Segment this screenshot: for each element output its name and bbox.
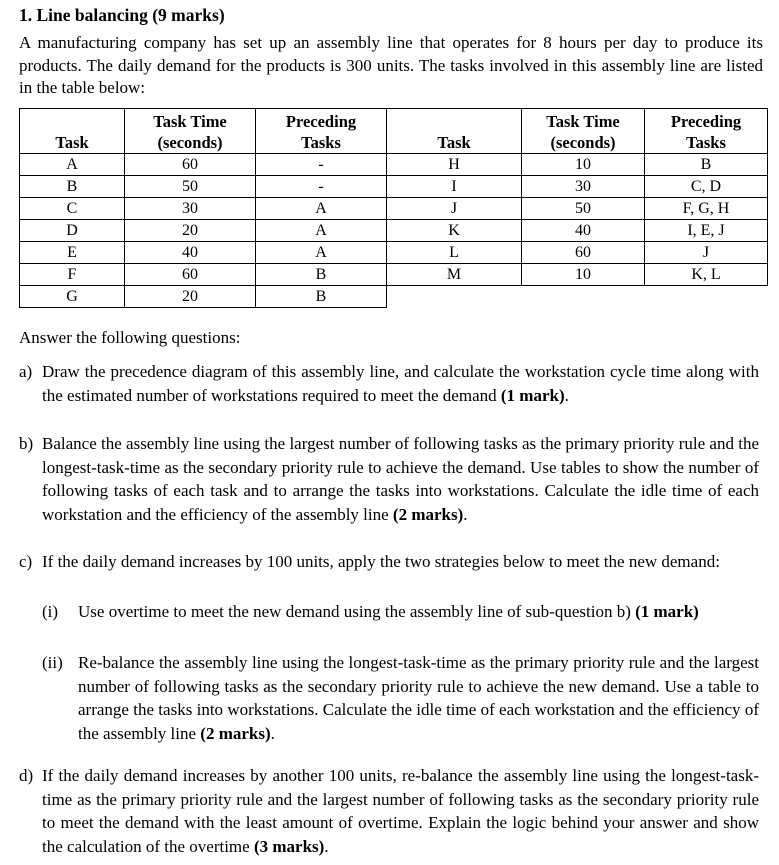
question-label: (i) — [42, 602, 59, 621]
intro-paragraph: A manufacturing company has set up an assembly line that operates for 8 hours per day to produce its products. The daily demand for the products is 300 units. The tasks involved in this assembly line are listed in the table below: — [19, 33, 763, 97]
empty-cell — [522, 286, 645, 308]
time-cell: 40 — [125, 242, 256, 264]
question-text: Use overtime to meet the new demand using the assembly line of sub-question b) — [78, 602, 631, 621]
table-row — [20, 220, 768, 242]
time-cell: 30 — [125, 198, 256, 220]
task-cell: F — [20, 264, 125, 286]
question-text: If the daily demand increases by 100 units, apply the two strategies below to meet the new demand: — [42, 552, 720, 571]
table-header-row — [20, 109, 768, 154]
table-row — [20, 264, 768, 286]
task-cell: K — [387, 220, 522, 242]
time-cell: 30 — [522, 176, 645, 198]
prec-cell: - — [256, 154, 387, 176]
task-cell: C — [20, 198, 125, 220]
task-cell: D — [20, 220, 125, 242]
task-cell: J — [387, 198, 522, 220]
question-marks: (2 marks) — [392, 504, 464, 524]
task-cell: A — [20, 154, 125, 176]
table-row — [20, 154, 768, 176]
question-a: a) Draw the precedence diagram of this assembly line, and calculate the workstation cycle time along with the estimated number of workstations required to meet the demand (1 mark). — [19, 362, 759, 405]
question-label: d) — [19, 766, 34, 785]
prec-cell: C, D — [645, 176, 768, 198]
prec-cell: B — [256, 264, 387, 286]
time-cell: 20 — [125, 220, 256, 242]
prec-cell: A — [256, 220, 387, 242]
question-label: (ii) — [42, 653, 63, 672]
answer-prompt: Answer the following questions: — [19, 328, 241, 347]
time-cell: 50 — [125, 176, 256, 198]
question-label: b) — [19, 434, 34, 453]
time-cell: 60 — [125, 264, 256, 286]
header-time-left: Task Time (seconds) — [125, 109, 256, 154]
table-row — [20, 242, 768, 264]
time-cell: 50 — [522, 198, 645, 220]
time-cell: 60 — [522, 242, 645, 264]
header-task-right: Task — [387, 109, 522, 154]
question-heading: 1. Line balancing (9 marks) — [19, 5, 225, 25]
question-c-i — [42, 600, 759, 624]
task-table — [19, 108, 768, 308]
header-prec-left: Preceding Tasks — [256, 109, 387, 154]
question-text: Draw the precedence diagram of this assembly line, and calculate the workstation cycle time along with the estimated number of workstations required to meet the demand — [42, 362, 759, 405]
question-c — [19, 550, 759, 574]
task-cell: M — [387, 264, 522, 286]
task-cell: G — [20, 286, 125, 308]
time-cell: 40 — [522, 220, 645, 242]
question-text: Re-balance the assembly line using the longest-task-time as the primary priority rule and the largest number of following tasks as the secondary priority rule to achieve the new demand. Use a table to arrange the tasks into workstations. Calculate the idle time of each workstation and the efficiency of the assembly line — [78, 653, 759, 743]
question-c-ii: (ii) Re-balance the assembly line using the longest-task-time as the primary priority rule and the largest number of following tasks as the secondary priority rule to achieve the new demand. Use a table to arrange the tasks into workstations. Calculate the idle time of each workstation and the efficiency of the assembly line (2 marks). — [42, 653, 759, 743]
question-marks: (1 mark) — [635, 602, 699, 621]
prec-cell: A — [256, 242, 387, 264]
task-cell: L — [387, 242, 522, 264]
question-marks: (3 marks) — [253, 836, 325, 856]
prec-cell: B — [645, 154, 768, 176]
question-marks: (1 mark) — [500, 385, 565, 405]
prec-cell: J — [645, 242, 768, 264]
prec-cell: K, L — [645, 264, 768, 286]
question-b: b) Balance the assembly line using the largest number of following tasks as the primary priority rule and the longest-task-time as the secondary priority rule to achieve the demand. Use tables to show the number of following tasks of each task and to arrange the tasks into workstations. Calculate the idle time of each workstation and the efficiency of the assembly line (2 marks). — [19, 434, 759, 524]
time-cell: 10 — [522, 154, 645, 176]
prec-cell: I, E, J — [645, 220, 768, 242]
table-row — [20, 176, 768, 198]
question-text: If the daily demand increases by another 100 units, re-balance the assembly line using the longest-task-time as the primary priority rule and the largest number of following tasks as the secondary priority rule to meet the demand with the least amount of overtime. Explain the logic behind your answer and show the calculation of the overtime — [42, 766, 759, 856]
header-task-left: Task — [20, 109, 125, 154]
header-prec-right: Preceding Tasks — [645, 109, 768, 154]
table-row — [20, 286, 768, 308]
time-cell: 10 — [522, 264, 645, 286]
task-cell: E — [20, 242, 125, 264]
task-cell: I — [387, 176, 522, 198]
prec-cell: - — [256, 176, 387, 198]
prec-cell: A — [256, 198, 387, 220]
question-text: Balance the assembly line using the largest number of following tasks as the primary priority rule and the longest-task-time as the secondary priority rule to achieve the demand. Use tables to show the number of following tasks of each task and to arrange the tasks into workstations. Calculate the idle time of each workstation and the efficiency of the assembly line — [42, 434, 759, 524]
question-marks: (2 marks) — [200, 723, 271, 743]
time-cell: 20 — [125, 286, 256, 308]
question-label: a) — [19, 362, 33, 381]
header-time-right: Task Time (seconds) — [522, 109, 645, 154]
question-d: d) If the daily demand increases by another 100 units, re-balance the assembly line using the longest-task-time as the primary priority rule and the largest number of following tasks as the secondary priority rule to meet the demand with the least amount of overtime. Explain the logic behind your answer and show the calculation of the overtime (3 marks). — [19, 766, 759, 856]
empty-cell — [387, 286, 522, 308]
prec-cell: B — [256, 286, 387, 308]
time-cell: 60 — [125, 154, 256, 176]
prec-cell: F, G, H — [645, 198, 768, 220]
question-label: c) — [19, 552, 33, 571]
task-cell: H — [387, 154, 522, 176]
table-row — [20, 198, 768, 220]
task-cell: B — [20, 176, 125, 198]
empty-cell — [645, 286, 768, 308]
